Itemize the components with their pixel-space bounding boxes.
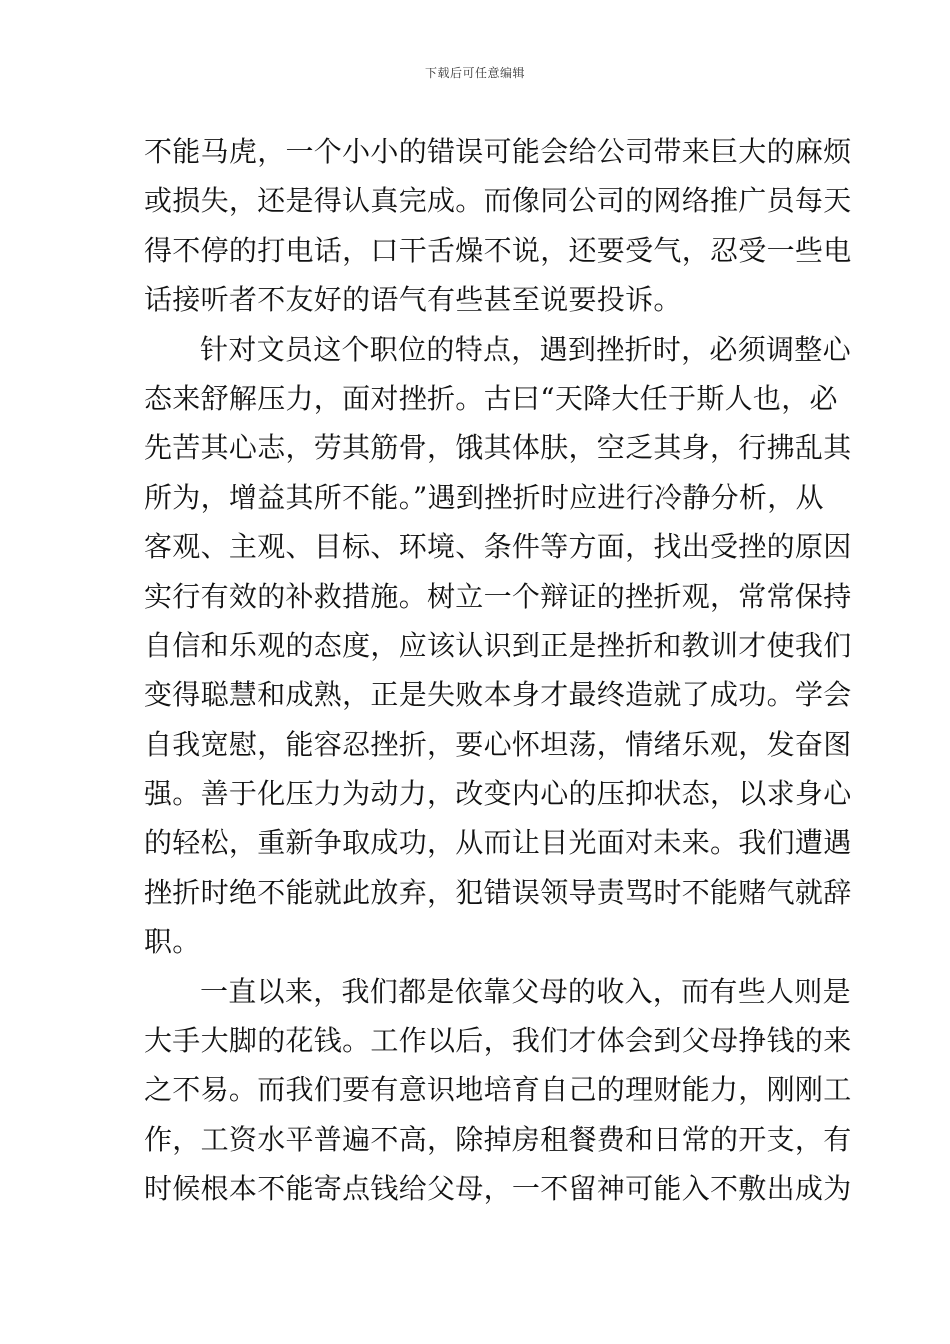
text-line: 话接听者不友好的语气有些甚至说要投诉。 xyxy=(144,283,682,317)
text-line: 的轻松，重新争取成功，从而让目光面对未来。我们遭遇 xyxy=(144,826,852,860)
text-line: 作，工资水平普遍不高，除掉房租餐费和日常的开支，有 xyxy=(144,1122,852,1156)
text-line: 挫折时绝不能就此放弃，犯错误领导责骂时不能赌气就辞 xyxy=(144,875,852,909)
text-line: 时候根本不能寄点钱给父母，一不留神可能入不敷出成为 xyxy=(144,1172,852,1206)
text-line: 职。 xyxy=(144,925,201,959)
page-header: 下载后可任意编辑 xyxy=(424,66,525,80)
body-text xyxy=(144,127,852,1214)
text-line: 不能马虎，一个小小的错误可能会给公司带来巨大的麻烦 xyxy=(144,135,852,168)
text-line: 所为，增益其所不能。”遇到挫折时应进行冷静分析，从 xyxy=(144,480,824,514)
text-line: 自我宽慰，能容忍挫折，要心怀坦荡，情绪乐观，发奋图 xyxy=(144,727,852,761)
text-line: 强。善于化压力为动力，改变内心的压抑状态，以求身心 xyxy=(144,777,852,811)
text-line: 大手大脚的花钱。工作以后，我们才体会到父母挣钱的来 xyxy=(144,1024,852,1058)
text-line: 自信和乐观的态度，应该认识到正是挫折和教训才使我们 xyxy=(144,628,852,662)
text-line: 客观、主观、目标、环境、条件等方面，找出受挫的原因 xyxy=(144,530,852,564)
text-line: 之不易。而我们要有意识地培育自己的理财能力，刚刚工 xyxy=(144,1073,852,1107)
text-line: 态来舒解压力，面对挫折。古曰“天降大任于斯人也，必 xyxy=(144,381,838,415)
text-line: 实行有效的补救措施。树立一个辩证的挫折观，常常保持 xyxy=(144,579,852,613)
paragraph-first-line: 一直以来，我们都是依靠父母的收入，而有些人则是 xyxy=(200,974,851,1008)
text-line: 先苦其心志，劳其筋骨，饿其体肤，空乏其身，行拂乱其 xyxy=(144,431,852,465)
text-line: 或损失，还是得认真完成。而像同公司的网络推广员每天 xyxy=(144,184,852,218)
text-line: 得不停的打电话，口干舌燥不说，还要受气，忍受一些电 xyxy=(144,233,852,267)
paragraph-first-line: 针对文员这个职位的特点，遇到挫折时，必须调整心 xyxy=(200,332,851,366)
text-line: 变得聪慧和成熟，正是失败本身才最终造就了成功。学会 xyxy=(144,678,852,712)
